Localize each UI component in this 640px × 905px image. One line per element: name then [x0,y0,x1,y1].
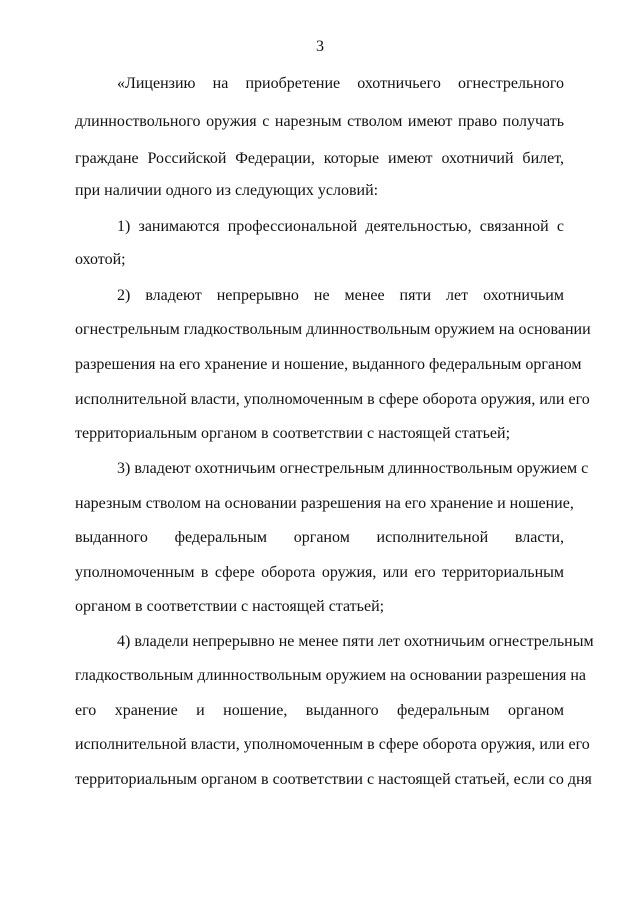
text-line: длинноствольного оружия с нарезным стволом имеют право получать [75,113,564,130]
text-line: 2) владеют непрерывно не менее пяти лет охотничьим [117,287,564,304]
text-line: 3) владеют охотничьим огнестрельным длинноствольным оружием с [117,460,589,477]
text-line: огнестрельным гладкоствольным длинноствольным оружием на основании [75,321,591,338]
text-line: территориальным органом в соответствии с настоящей статьей; [75,425,511,442]
text-line: территориальным органом в соответствии с настоящей статьей, если со дня [75,771,592,788]
text-line: гладкоствольным длинноствольным оружием на основании разрешения на [75,667,587,684]
text-line: разрешения на его хранение и ношение, выданного федеральным органом [75,356,582,373]
text-line: охотой; [75,251,126,268]
text-line: выданного федеральным органом исполнительной власти, [75,529,564,546]
text-line: граждане Российской Федерации, которые имеют охотничий билет, [75,150,564,167]
text-line: 1) занимаются профессиональной деятельностью, связанной с [117,218,564,235]
text-line: органом в соответствии с настоящей статьей; [75,598,385,615]
page-number: 3 [316,38,324,55]
text-line: при наличии одного из следующих условий: [75,182,379,199]
text-line: «Лицензию на приобретение охотничьего огнестрельного [117,75,564,92]
text-line: исполнительной власти, уполномоченным в сфере оборота оружия, или его [75,391,590,408]
text-line: исполнительной власти, уполномоченным в сфере оборота оружия, или его [75,736,590,753]
text-line: нарезным стволом на основании разрешения на его хранение и ношение, [75,495,574,512]
text-line: его хранение и ношение, выданного федеральным органом [75,702,564,719]
text-line: уполномоченным в сфере оборота оружия, или его территориальным [75,564,564,581]
text-line: 4) владели непрерывно не менее пяти лет охотничьим огнестрельным [117,633,594,650]
